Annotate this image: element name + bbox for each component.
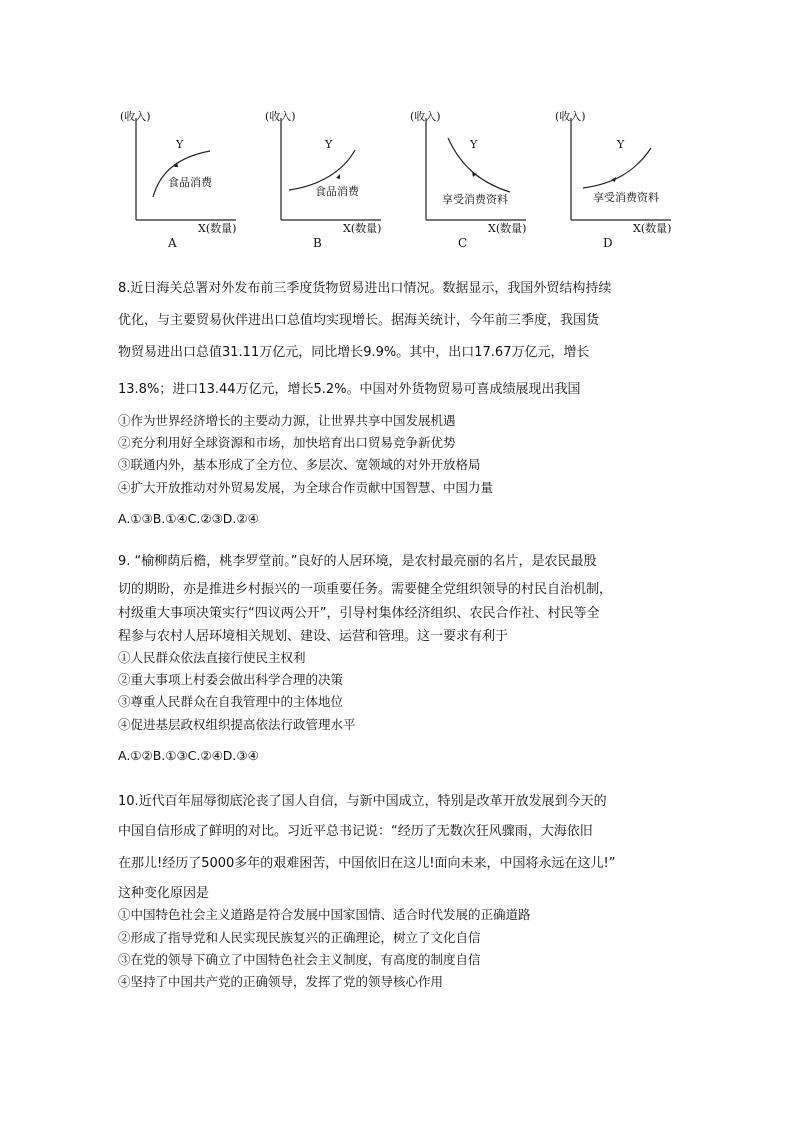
option-letter: C xyxy=(458,236,468,250)
q10-option: ④坚持了中国共产党的正确领导，发挥了党的领导核心作用 xyxy=(118,974,444,989)
graph-b xyxy=(263,102,393,252)
q8-option: ①作为世界经济增长的主要动力源，让世界共享中国发展机遇 xyxy=(118,413,456,428)
curve-label: Y xyxy=(617,138,625,151)
q8-answers: A.①③B.①④C.②③D.②④ xyxy=(118,511,259,526)
q8-line: 13.8%；进口13.44万亿元，增长5.2%。中国对外货物贸易可喜成绩展现出我国 xyxy=(118,382,581,397)
q9-option: ④促进基层政权组织提高依法行政管理水平 xyxy=(118,717,356,732)
option-letter: A xyxy=(168,236,177,250)
item-label: 享受消费资料 xyxy=(593,191,659,204)
q10-option: ③在党的领导下确立了中国特色社会主义制度，有高度的制度自信 xyxy=(118,952,481,967)
q8-line: 优化，与主要贸易伙伴进出口总值均实现增长。据海关统计，今年前三季度，我国货 xyxy=(118,313,600,328)
q9-option: ①人民群众依法直接行使民主权利 xyxy=(118,650,306,665)
curve-label: Y xyxy=(470,138,478,151)
graph-d xyxy=(553,102,683,252)
q10-line: 这种变化原因是 xyxy=(118,886,210,901)
q9-line: 9. “榆柳荫后檐，桃李罗堂前。”良好的人居环境，是农村最亮丽的名片，是农民最殷 xyxy=(118,554,597,569)
curve-label: Y xyxy=(325,138,333,151)
item-label: 食品消费 xyxy=(168,176,212,189)
y-axis-label: (收入) xyxy=(265,110,296,123)
q10-line: 中国自信形成了鲜明的对比。习近平总书记说：“经历了无数次狂风骤雨，大海依旧 xyxy=(118,824,593,839)
option-letter: B xyxy=(313,236,322,250)
option-letter: D xyxy=(603,236,613,250)
q10-option: ①中国特色社会主义道路是符合发展中国家国情、适合时代发展的正确道路 xyxy=(118,907,531,922)
q10-line: 在那儿!经历了5000多年的艰难困苦，中国依旧在这儿!面向未来，中国将永远在这儿!” xyxy=(118,856,616,871)
graph-a xyxy=(118,102,248,252)
x-axis-label: X(数量) xyxy=(488,222,527,235)
q8-line: 8.近日海关总署对外发布前三季度货物贸易进出口情况。数据显示，我国外贸结构持续 xyxy=(118,281,612,296)
y-axis-label: (收入) xyxy=(410,110,441,123)
curve-label: Y xyxy=(176,138,184,151)
item-label: 享受消费资料 xyxy=(442,193,508,206)
q9-line: 程参与农村人居环境相关规划、建设、运营和管理。这一要求有利于 xyxy=(118,629,509,644)
x-axis-label: X(数量) xyxy=(633,222,672,235)
y-axis-label: (收入) xyxy=(120,110,151,123)
q8-option: ③联通内外，基本形成了全方位、多层次、宽领域的对外开放格局 xyxy=(118,457,481,472)
q8-option: ②充分利用好全球资源和市场，加快培育出口贸易竞争新优势 xyxy=(118,435,456,450)
q9-line: 切的期盼，亦是推进乡村振兴的一项重要任务。需要健全党组织领导的村民自治机制， xyxy=(118,582,613,597)
q8-line: 物贸易进出口总值31.11万亿元，同比增长9.9%。其中，出口17.67万亿元，增长 xyxy=(118,345,590,360)
q9-line: 村级重大事项决策实行“四议两公开”，引导村集体经济组织、农民合作社、村民等全 xyxy=(118,606,600,621)
graph-c xyxy=(408,102,538,252)
x-axis-label: X(数量) xyxy=(343,222,382,235)
q9-answers: A.①②B.①③C.②④D.③④ xyxy=(118,748,259,763)
x-axis-label: X(数量) xyxy=(198,222,237,235)
q10-line: 10.近代百年屈辱彻底沦丧了国人自信，与新中国成立，特别是改革开放发展到今天的 xyxy=(118,794,607,809)
q10-option: ②形成了指导党和人民实现民族复兴的正确理论，树立了文化自信 xyxy=(118,930,481,945)
q9-option: ②重大事项上村委会做出科学合理的决策 xyxy=(118,672,344,687)
y-axis-label: (收入) xyxy=(555,110,586,123)
item-label: 食品消费 xyxy=(315,185,359,198)
q9-option: ③尊重人民群众在自我管理中的主体地位 xyxy=(118,694,344,709)
q8-option: ④扩大开放推动对外贸易发展，为全球合作贡献中国智慧、中国力量 xyxy=(118,480,494,495)
